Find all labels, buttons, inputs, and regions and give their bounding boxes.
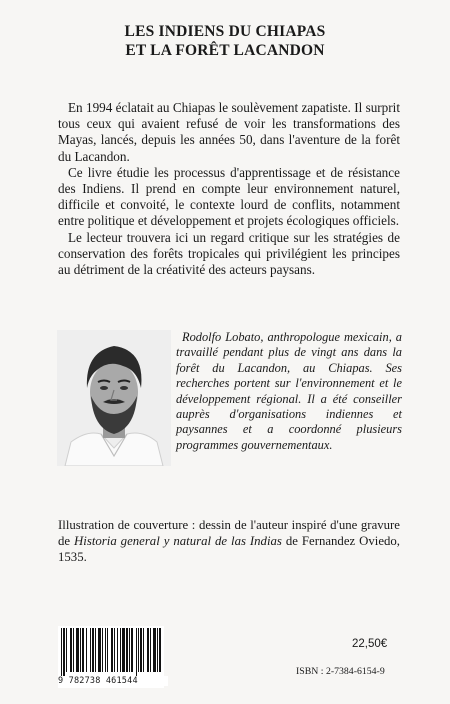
book-title-line-2: ET LA FORÊT LACANDON	[125, 42, 325, 59]
barcode-bar	[107, 628, 108, 672]
description-paragraph-3: Le lecteur trouvera ici un regard critique sur les stratégies de conservation des forêts tropicales qui privilégient les principes au détriment de la créativité des acteurs paysans.	[58, 229, 400, 278]
book-description	[58, 100, 400, 278]
credit-text-after: de Fernandez Oviedo, 1535.	[58, 533, 401, 564]
barcode-bar	[98, 628, 101, 672]
price: 22,50€	[352, 638, 388, 650]
author-photo	[57, 330, 171, 466]
barcode-bar	[70, 628, 72, 672]
barcode-bar	[66, 628, 67, 672]
barcode-bar	[129, 628, 130, 672]
isbn: ISBN : 2-7384-6154-9	[296, 666, 385, 677]
barcode-bar	[131, 628, 133, 672]
barcode-bar	[102, 628, 103, 672]
barcode-bar	[143, 628, 144, 672]
barcode-bar	[90, 628, 91, 672]
barcode-bar	[126, 628, 128, 672]
barcode-bar	[114, 628, 115, 672]
barcode-bar	[136, 628, 137, 676]
barcode-bar	[63, 628, 65, 676]
barcode-bar	[117, 628, 118, 672]
barcode-bar	[120, 628, 121, 672]
barcode-bar	[157, 628, 158, 672]
barcode-bar	[95, 628, 96, 672]
barcode-bar	[150, 628, 151, 672]
barcode-bar	[111, 628, 113, 672]
book-title	[0, 22, 450, 60]
credit-text-before: Illustration de couverture : dessin de l'auteur inspiré d'une gravure de	[58, 518, 400, 548]
description-paragraph-2: Ce livre étudie les processus d'apprentissage et de résistance des Indiens. Il prend en compte leur environnement naturel, difficile et convoité, le contexte lourd de conflits, notamment entre politique et développement et projets écologiques officiels.	[58, 164, 400, 229]
barcode-digits: 9 782738 461544	[58, 676, 168, 686]
barcode-bar	[153, 628, 156, 672]
barcode-bar	[73, 628, 74, 672]
barcode-bar	[61, 628, 62, 676]
book-title-line-1: LES INDIENS DU CHIAPAS	[124, 23, 326, 40]
author-bio-text: Rodolfo Lobato, anthropologue mexicain, a travaillé pendant plus de vingt ans dans la forêt du Lacandon, au Chiapas. Ses recherches portent sur l'environnement et le développement régional. Il a été conseiller auprès d'organisations indiennes et paysannes et a coordonné plusieurs programmes gouvernementaux.	[176, 330, 402, 452]
description-paragraph-1: En 1994 éclatait au Chiapas le soulèvement zapatiste. Il surprit tous ceux qui avaient refusé de voir les transformations des Mayas, lancés, depuis les années 50, dans l'aventure de la forêt du Lacandon.	[58, 100, 400, 164]
barcode-bar	[76, 628, 79, 672]
barcode-bar	[138, 628, 139, 672]
barcode-bar	[105, 628, 106, 672]
barcode-bar	[159, 628, 161, 672]
barcode-bar	[82, 628, 84, 672]
barcode-bar	[86, 628, 87, 672]
cover-illustration-credit	[58, 518, 400, 565]
credit-work-title: Historia general y natural de las Indias	[74, 533, 282, 548]
barcode-bar	[147, 628, 149, 672]
barcode-bar	[140, 628, 142, 672]
author-bio	[176, 330, 402, 453]
credit-text	[58, 518, 400, 565]
barcode-bar	[80, 628, 81, 672]
barcode-bar	[92, 628, 94, 672]
barcode-bar	[122, 628, 125, 672]
